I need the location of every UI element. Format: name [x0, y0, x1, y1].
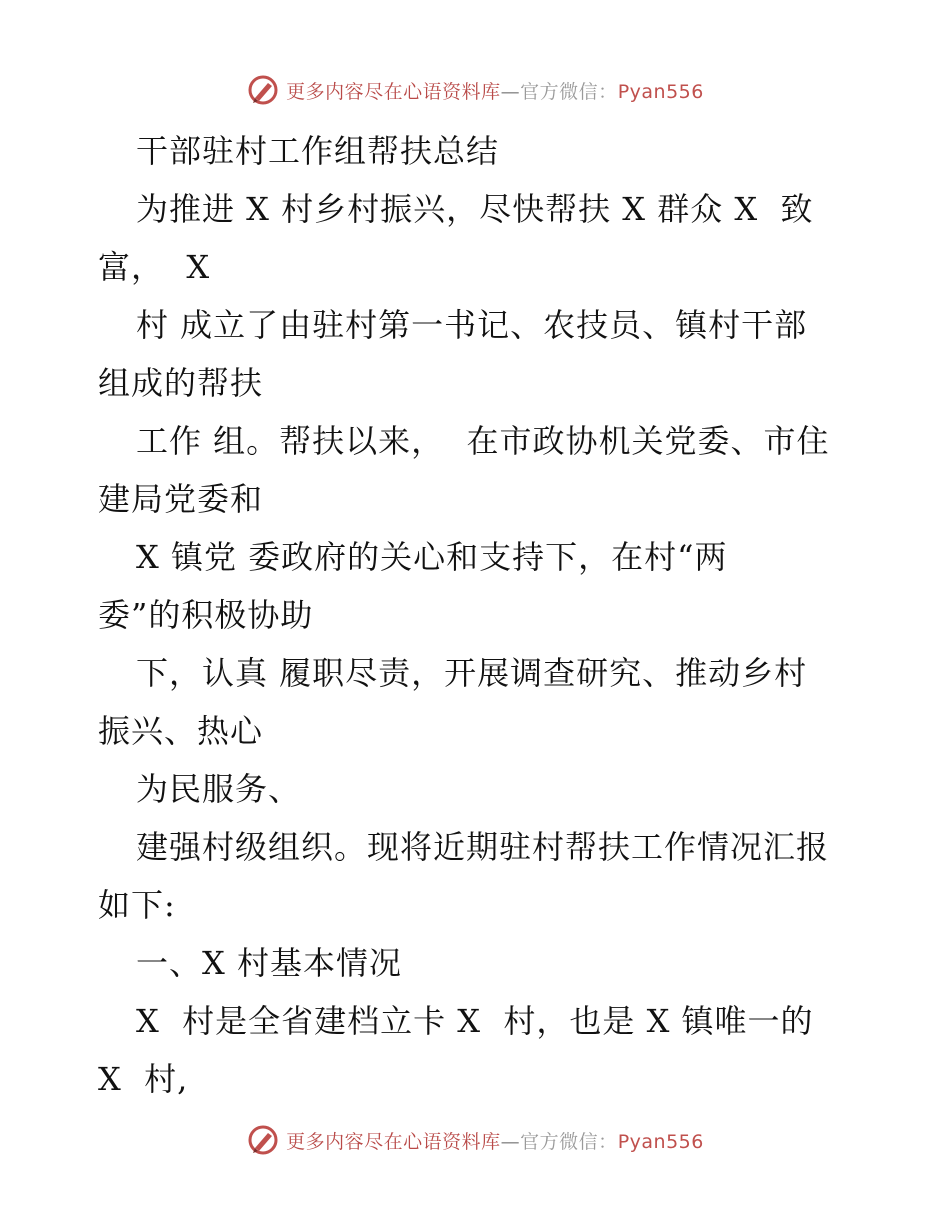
text-line: 振兴、热心 — [98, 712, 264, 750]
text-line: X 村是全省建档立卡 X 村，也是 X 镇唯一的 — [136, 1002, 814, 1040]
text-line: 如下: — [98, 886, 176, 924]
text-line: 工作 组。帮扶以来， 在市政协机关党委、市住 — [136, 422, 830, 460]
text-line: 组成的帮扶 — [98, 364, 264, 402]
text-line: 为民服务、 — [136, 770, 302, 808]
text-line: 建局党委和 — [98, 480, 264, 518]
text-line: 下，认真 履职尽责，开展调查研究、推动乡村 — [136, 654, 808, 692]
text-line: X 镇党 委政府的关心和支持下，在村“两 — [136, 538, 728, 576]
watermark-footer — [0, 1120, 950, 1160]
watermark-header — [0, 70, 950, 110]
text-line: 富， X — [98, 248, 211, 286]
pen-logo-icon — [246, 1123, 280, 1157]
document-body — [98, 122, 858, 1108]
text-line: 一、X 村基本情况 — [136, 944, 402, 982]
text-line: 建强村级组织。现将近期驻村帮扶工作情况汇报 — [136, 828, 830, 866]
text-line: 委”的积极协助 — [98, 596, 314, 634]
watermark-text: 更多内容尽在心语资料库—官方微信：Pyan556 — [286, 1130, 704, 1153]
pen-logo-icon — [246, 73, 280, 107]
text-line: 干部驻村工作组帮扶总结 — [136, 132, 500, 170]
watermark-text: 更多内容尽在心语资料库—官方微信：Pyan556 — [286, 80, 704, 103]
text-line: 为推进 X 村乡村振兴，尽快帮扶 X 群众 X 致 — [136, 190, 814, 228]
text-line: X 村, — [98, 1060, 189, 1098]
text-line: 村 成立了由驻村第一书记、农技员、镇村干部 — [136, 306, 808, 344]
